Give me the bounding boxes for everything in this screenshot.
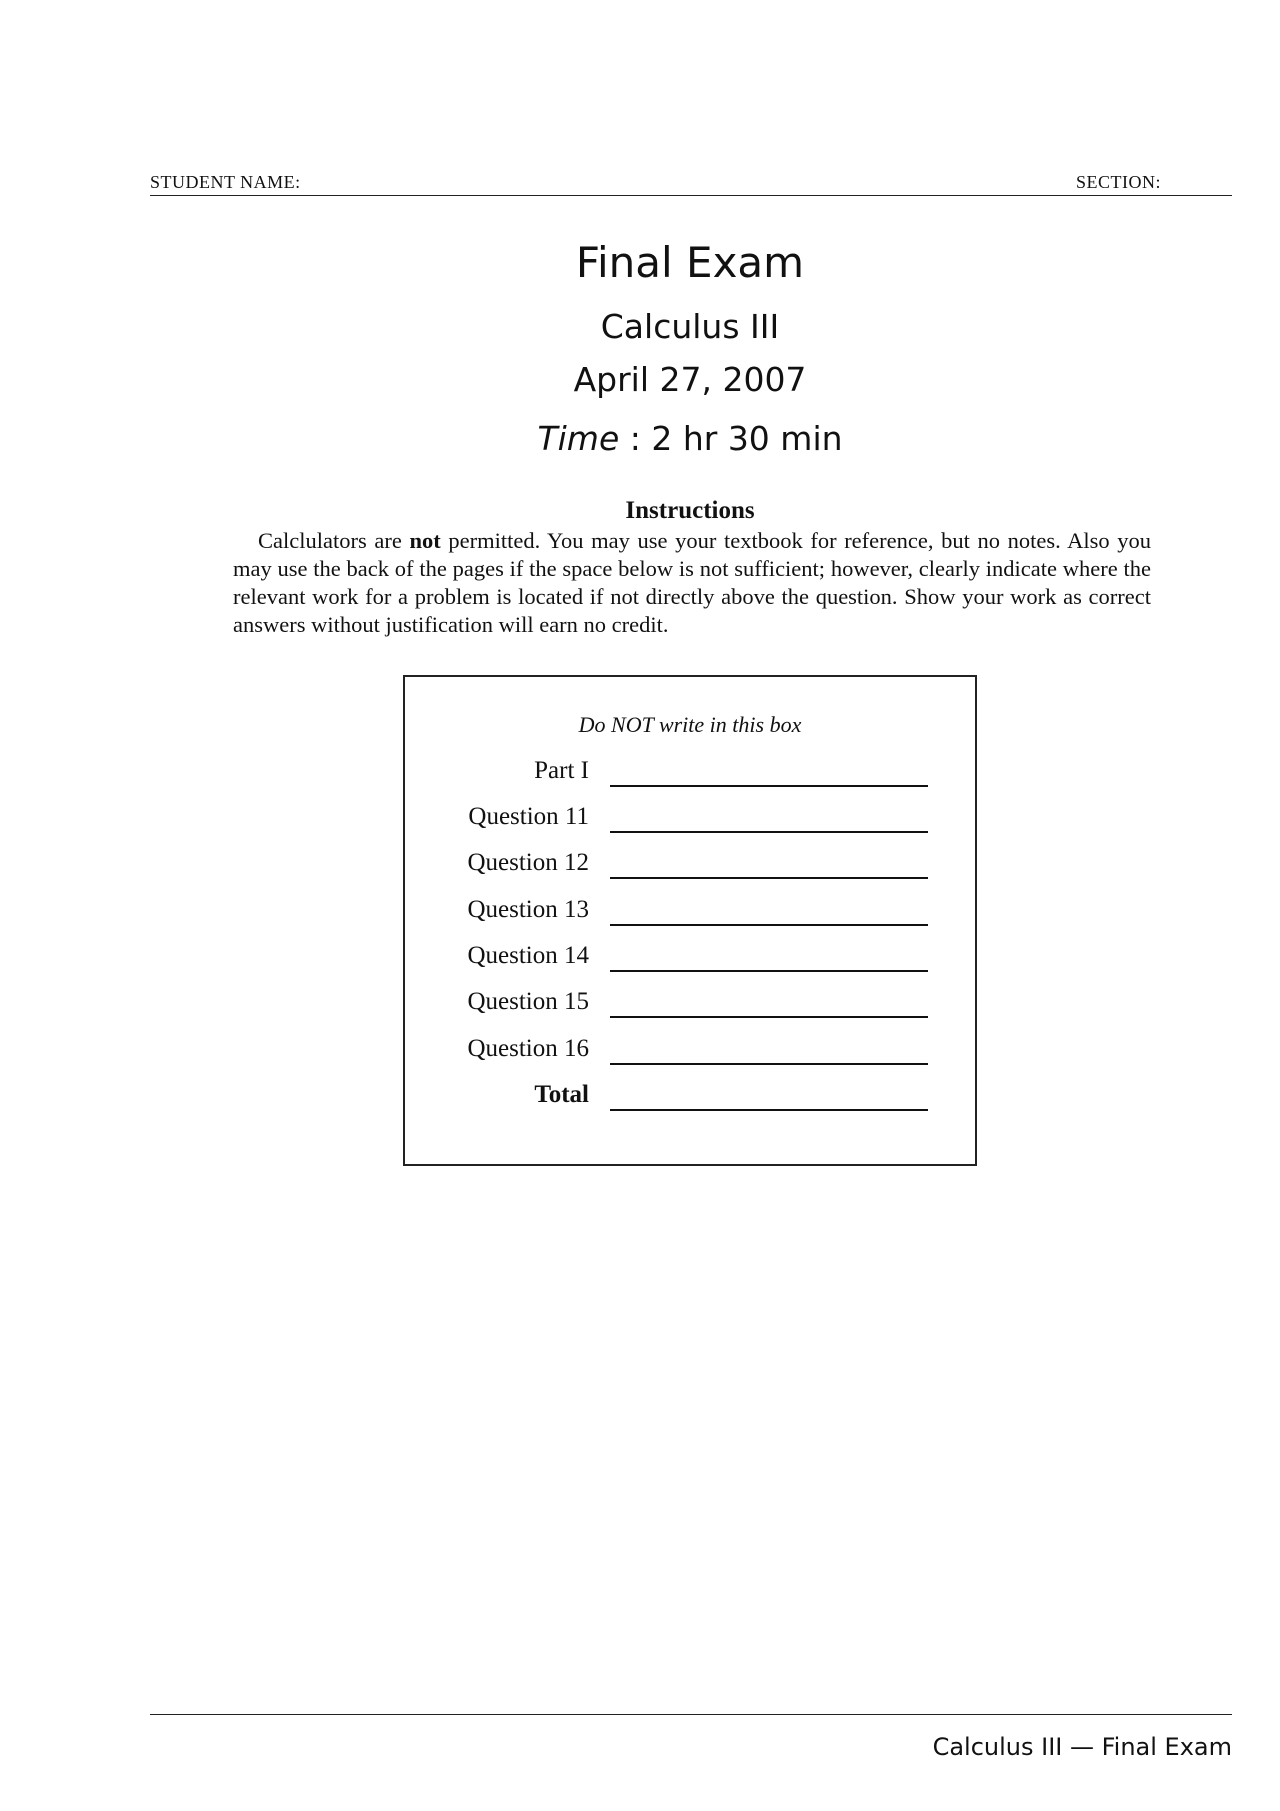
instructions-text-part2: permitted. You may use your textbook for reference, but no notes. Also you may use the back of the pages if the space below is not sufficient; however, clearly indicate where the relevant work for a problem is located if not directly above the question. Show your work as correct answers without justification will earn no credit. bbox=[233, 528, 1151, 637]
score-row-total bbox=[405, 1081, 975, 1121]
score-blank-line bbox=[610, 1016, 928, 1018]
score-blank-line bbox=[610, 924, 928, 926]
score-blank-line bbox=[610, 1063, 928, 1065]
exam-date: April 27, 2007 bbox=[573, 360, 807, 399]
score-row-label: Question 16 bbox=[467, 1035, 589, 1062]
score-row-label: Question 14 bbox=[467, 942, 589, 969]
instructions-text-part1: Calclulators are bbox=[258, 528, 410, 553]
score-row-question-16 bbox=[405, 1035, 975, 1075]
score-blank-line bbox=[610, 785, 928, 787]
do-not-write-note: Do NOT write in this box bbox=[578, 712, 802, 737]
score-row-label: Question 15 bbox=[467, 988, 589, 1015]
score-row-question-11 bbox=[405, 803, 975, 843]
exam-title: Final Exam bbox=[575, 238, 805, 287]
course-name: Calculus III bbox=[600, 307, 780, 346]
score-blank-line bbox=[610, 831, 928, 833]
score-row-question-12 bbox=[405, 849, 975, 889]
instructions-bold-word: not bbox=[409, 528, 441, 553]
time-label: Time bbox=[537, 419, 620, 458]
score-blank-line bbox=[610, 970, 928, 972]
exam-duration bbox=[0, 419, 1280, 458]
footer-text: Calculus III — Final Exam bbox=[932, 1733, 1232, 1761]
instructions-text bbox=[233, 527, 1151, 639]
score-row-question-14 bbox=[405, 942, 975, 982]
score-row-label: Total bbox=[534, 1081, 589, 1108]
student-header bbox=[150, 169, 1232, 196]
page-footer bbox=[150, 1714, 1232, 1761]
score-row-part-1 bbox=[405, 757, 975, 797]
score-blank-line bbox=[610, 877, 928, 879]
score-row-question-15 bbox=[405, 988, 975, 1028]
student-name-label: STUDENT NAME: bbox=[150, 172, 301, 192]
instructions-heading: Instructions bbox=[625, 497, 755, 524]
score-row-label: Question 12 bbox=[467, 849, 589, 876]
score-row-label: Question 13 bbox=[467, 896, 589, 923]
score-box bbox=[403, 675, 977, 1166]
score-blank-line bbox=[610, 1109, 928, 1111]
time-value: : 2 hr 30 min bbox=[629, 419, 843, 458]
section-label: SECTION: bbox=[1076, 172, 1161, 192]
score-row-label: Part I bbox=[534, 757, 589, 784]
score-row-question-13 bbox=[405, 896, 975, 936]
score-row-label: Question 11 bbox=[468, 803, 589, 830]
